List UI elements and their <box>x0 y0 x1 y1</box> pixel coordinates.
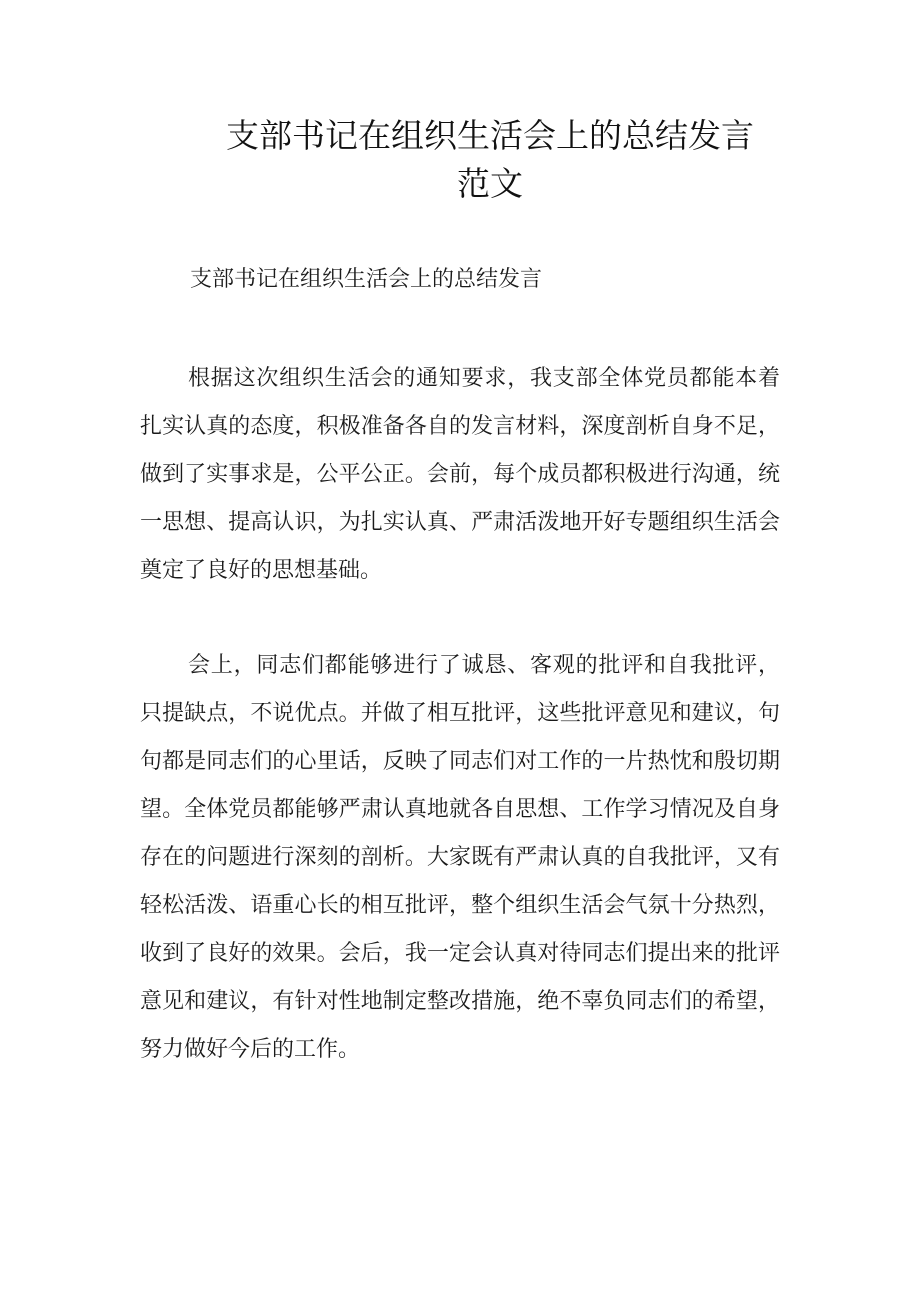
paragraph-2: 会上，同志们都能够进行了诚恳、客观的批评和自我批评，只提缺点，不说优点。并做了相互批评，这些批评意见和建议，句句都是同志们的心里话，反映了同志们对工作的一片热忱和殷切期望。全体党员都能够严肃认真地就各自思想、工作学习情况及自身存在的问题进行深刻的剖析。大家既有严肃认真的自我批评，又有轻松活泼、语重心长的相互批评，整个组织生活会气氛十分热烈，收到了良好的效果。会后，我一定会认真对待同志们提出来的批评意见和建议，有针对性地制定整改措施，绝不辜负同志们的希望，努力做好今后的工作。 <box>140 653 780 1062</box>
document-subtitle: 支部书记在组织生活会上的总结发言 <box>190 267 543 292</box>
title-line-1: 支部书记在组织生活会上的总结发言 <box>226 116 754 155</box>
paragraph-1: 根据这次组织生活会的通知要求，我支部全体党员都能本着扎实认真的态度，积极准备各自的发言材料，深度剖析自身不足，做到了实事求是，公平公正。会前，每个成员都积极进行沟通，统一思想、提高认识，为扎实认真、严肃活泼地开好专题组织生活会奠定了良好的思想基础。 <box>140 366 780 583</box>
title-line-2: 范文 <box>457 164 523 203</box>
document-title <box>140 112 840 208</box>
